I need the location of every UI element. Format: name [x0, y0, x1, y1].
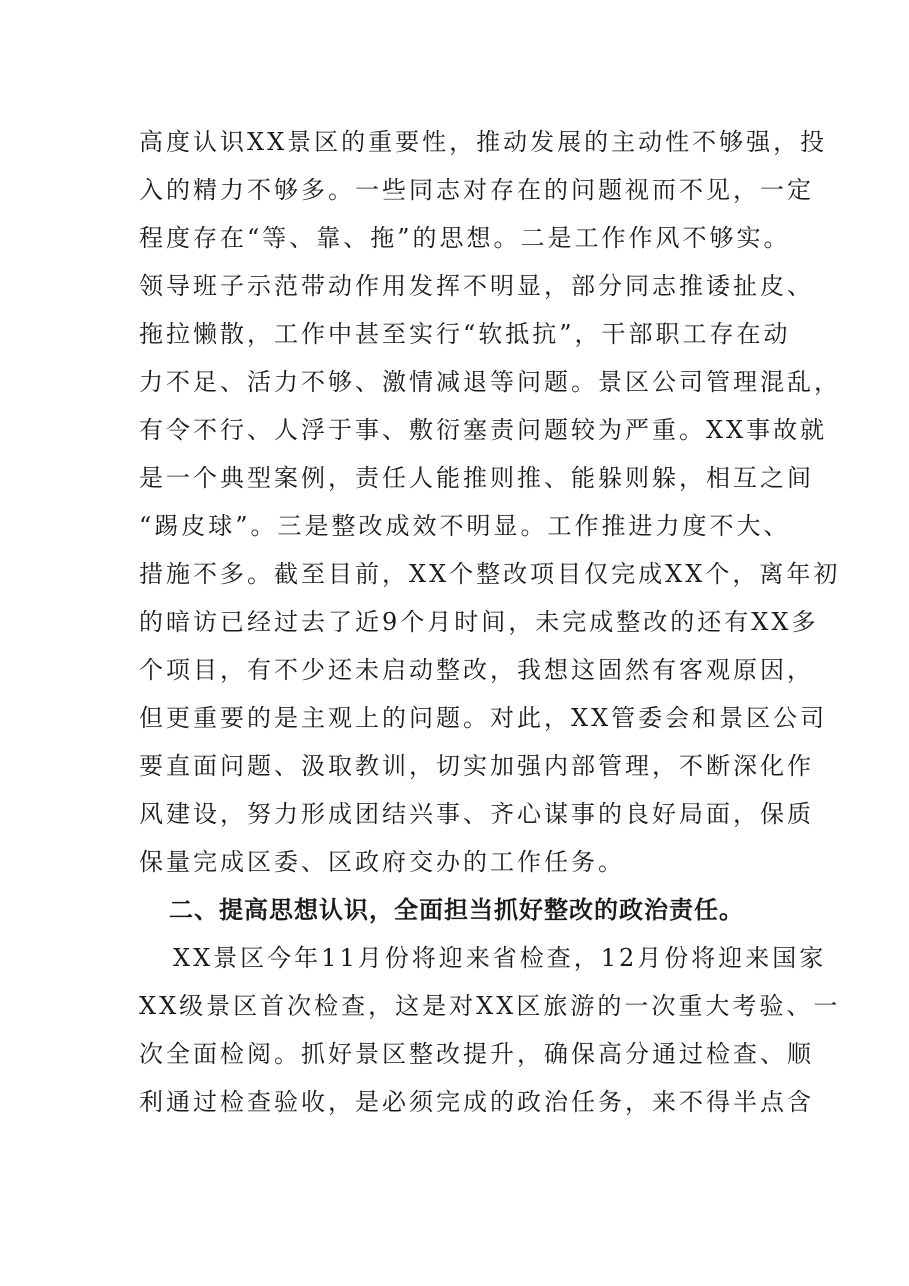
text-line: 次全面检阅。抓好景区整改提升，确保高分通过检查、顺 [139, 1040, 814, 1068]
text-line: 个项目，有不少还未启动整改，我想这固然有客观原因， [139, 656, 814, 684]
text-line: 利通过检查验收，是必须完成的政治任务，来不得半点含 [139, 1088, 814, 1116]
text-line: XX景区今年11月份将迎来省检查，12月份将迎来国家 [173, 944, 827, 972]
text-line: XX级景区首次检查，这是对XX区旅游的一次重大考验、一 [139, 992, 841, 1020]
text-line: 入的精力不够多。一些同志对存在的问题视而不见，一定 [139, 176, 814, 204]
text-line: 但更重要的是主观上的问题。对此，XX管委会和景区公司 [139, 704, 828, 732]
section-heading: 二、提高思想认识，全面担当抓好整改的政治责任。 [169, 896, 744, 924]
text-line: 要直面问题、汲取教训，切实加强内部管理，不断深化作 [139, 752, 814, 780]
text-line: 高度认识XX景区的重要性，推动发展的主动性不够强，投 [139, 128, 828, 156]
text-line: 是一个典型案例，责任人能推则推、能躲则躲，相互之间 [139, 464, 814, 492]
text-line: 拖拉懒散，工作中甚至实行“软抵抗”，干部职工存在动 [139, 320, 791, 348]
body-text [139, 118, 841, 1126]
text-line: 保量完成区委、区政府交办的工作任务。 [139, 848, 625, 876]
text-line: 风建设，努力形成团结兴事、齐心谋事的良好局面，保质 [139, 800, 814, 828]
text-line: 程度存在“等、靠、拖”的思想。二是工作作风不够实。 [139, 224, 791, 252]
text-line: 的暗访已经过去了近9个月时间，未完成整改的还有XX多 [139, 608, 819, 636]
text-line: 力不足、活力不够、激情减退等问题。景区公司管理混乱， [139, 368, 841, 396]
text-line: 有令不行、人浮于事、敷衍塞责问题较为严重。XX事故就 [139, 416, 828, 444]
text-line: 领导班子示范带动作用发挥不明显，部分同志推诿扯皮、 [139, 272, 814, 300]
text-line: 措施不多。截至目前，XX个整改项目仅完成XX个，离年初 [139, 560, 841, 588]
text-line: “踢皮球”。三是整改成效不明显。工作推进力度不大、 [139, 512, 791, 540]
